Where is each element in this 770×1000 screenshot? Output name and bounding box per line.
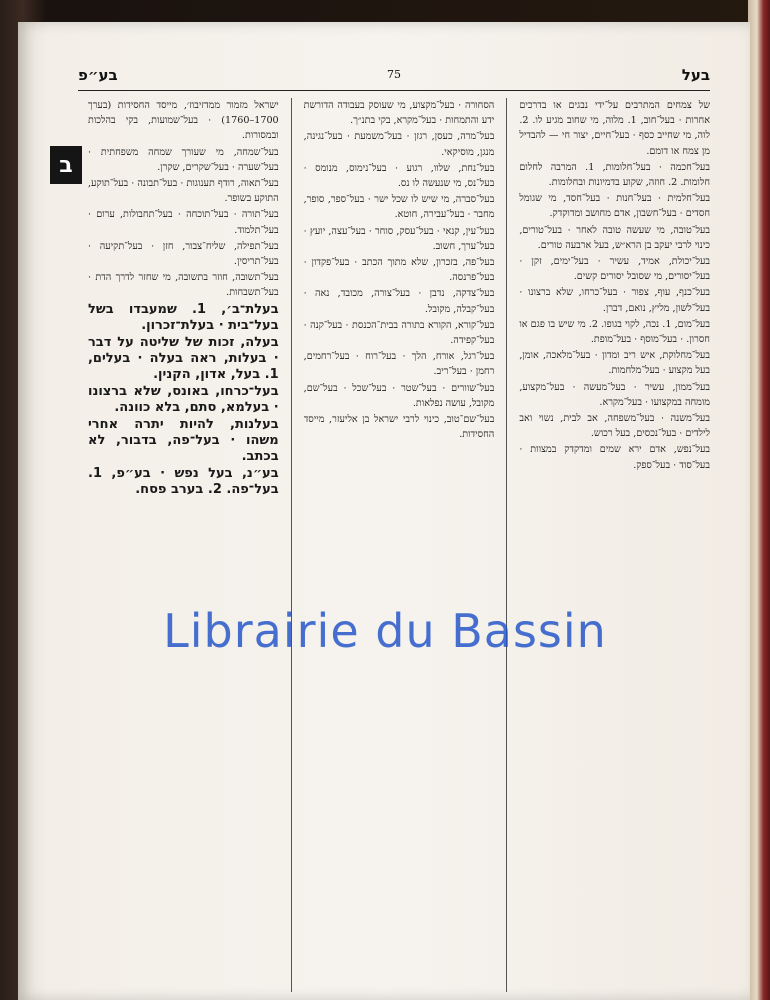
entry-paragraph: בעל־טובה, מי שעשה טובה לאחר · בעל־טורים, כינוי לרבי יעקב בן הרא״ש, בעל ארבעה טורים. — [519, 224, 710, 251]
column-left — [88, 98, 279, 992]
entry-paragraph: בעל־נחת, שלוו, רגוע · בעל־נימוס, מנומס · בעל־נס, מי שנעשה לו נס. — [303, 162, 495, 190]
page-number: 75 — [387, 68, 401, 81]
entry-paragraph: בעל־נפש, אדם ירא שמים ומדקדק במצוות · בעל־סוד · בעל־ספק. — [519, 444, 710, 471]
entry-paragraph: בעל־ממון, עשיר · בעל־מעשה · בעל־מקצוע, מומחה במקצועו · בעל־מקרא. — [519, 381, 710, 408]
entry-paragraph: בעל־מום, 1. נכה, לקוי בגופו. 2. מי שיש בו פגם או חסרון. · בעל־מוסף · בעל־מופת. — [519, 318, 710, 346]
running-head — [78, 66, 710, 88]
entry-paragraph: בעל־רגל, אורח, הלך · בעל־רוח · בעל־רחמים, רחמן · בעל־ריב. — [303, 351, 495, 378]
entry-paragraph: בעל־פה, בזכרון, שלא מתוך הכתב · בעל־פקדון · בעל־פרנסה. — [303, 257, 495, 284]
headword-entry: בע״נ, בעל נפש · בע״פ, 1. בעל־פה. 2. בערב פסח. — [87, 465, 279, 497]
thumb-tab-letter: ב — [59, 152, 73, 178]
entry-paragraph: בעל־שמחה, מי שעורך שמחה משפחתית · בעל־שערה · בעל־שקרים, שקרן. — [87, 146, 279, 173]
guide-word-left: בע״פ — [78, 66, 118, 84]
entry-paragraph: בעל־משנה · בעל־משפחה, אב לבית, נשוי ואב לילדים · בעל־נכסים, בעל רכוש. — [519, 413, 710, 440]
entry-paragraph: בעל־יכולת, אמיד, עשיר · בעל־ימים, זקן · בעל־יסורים, מי שסובל יסורים קשים. — [519, 256, 710, 283]
entry-paragraph: בעל־מחלוקת, איש ריב ומדון · בעל־מלאכה, אומן, בעל מקצוע · בעל־מלחמות. — [519, 350, 710, 377]
headword-entry: בעלת־ב׳, 1. שמעבדו בשל בעל־בית · בעלת־זכרון. — [87, 301, 279, 333]
text-columns — [88, 98, 710, 992]
entry-paragraph: בעל־תשובה, חוזר בתשובה, מי שחזר לדרך הדת · בעל־תשבחות. — [87, 272, 279, 299]
guide-word-right: בעל — [681, 66, 710, 84]
entry-paragraph: בעל־צדקה, נדבן · בעל־צורה, מכובד, נאה · בעל־קבלה, מקובל. — [303, 288, 495, 315]
thumb-index-tab — [50, 146, 82, 184]
headword-entry: בעל־כרחו, באונס, שלא ברצונו · בעלמא, סתם, בלא כוונה. — [87, 383, 279, 415]
entry-paragraph: בעל־תאוה, רודף תענוגות · בעל־תבונה · בעל־תוקע, התוקע בשופר. — [87, 178, 279, 205]
watermark-text: Librairie du Bassin — [163, 604, 607, 658]
entry-paragraph: בעל־שם־טוב, כינוי לרבי ישראל בן אליעזר, מייסד החסידות. — [303, 414, 495, 441]
entry-paragraph: בעל־חכמה · בעל־חלומות, 1. המרבה לחלום חלומות. 2. חוזה, שקוע בדמיונות ובחלומות. — [519, 161, 710, 189]
entry-paragraph: בעל־חלמית · בעל־חנות · בעל־חסד, מי שגומל חסדים · בעל־חשבון, אדם מחושב ומדוקדק. — [519, 193, 710, 220]
column-divider — [291, 98, 292, 992]
entry-paragraph: בעל־כנף, עוף, צפור · בעל־כרחו, שלא ברצונו · בעל־לשון, מליץ, נואם, דברן. — [519, 287, 710, 314]
book-cover-edge — [748, 0, 770, 1000]
entry-paragraph: בעל־עין, קנאי · בעל־עסק, סוחר · בעל־עצה, יועץ · בעל־ערך, חשוב. — [303, 225, 495, 252]
column-divider — [506, 98, 507, 992]
entry-paragraph: בעל־תורה · בעל־תוכחה · בעל־תחבולות, ערום · בעל־תלמוד. — [87, 209, 279, 236]
headword-entry: בעלנות, להיות יתרה אחרי משהו · בעל־פה, בדבור, לא בכתב. — [87, 416, 279, 464]
entry-paragraph: הסחורה · בעל־מקצוע, מי שעוסק בעבודה הדורשת ידע והתמחות · בעל־מקרא, בקי בתנ״ך. — [303, 100, 495, 127]
entry-paragraph: ישראל מזמור ממדזיבוז׳, מייסד החסידות (בערך 1700–1760) · בעל־שמועות, בקי בהלכות ובמסורות. — [87, 100, 279, 142]
entry-paragraph: בעל־מרה, כעסן, רגזן · בעל־משמעת · בעל־נגינה, מנגן, מוסיקאי. — [303, 131, 495, 158]
entry-paragraph: בעל־קורא, הקורא בתורה בבית־הכנסת · בעל־קנה · בעל־קפידה. — [303, 319, 495, 347]
column-middle — [304, 98, 495, 992]
header-rule — [78, 90, 710, 91]
dictionary-page — [18, 22, 750, 1000]
entry-paragraph: של צמחים המתרבים על־ידי נבגים או בדרכים אחרות · בעל־חוב, 1. מלוה, מי שחוב מגיע לו. 2. לוה, מי שחייב כסף · בעל־חיים, יצור חי — להבדיל מן צמח או דומם. — [519, 100, 710, 157]
column-right — [519, 98, 710, 992]
entry-paragraph: בעל־שוורים · בעל־שטר · בעל־שכל · בעל־שם, מקובל, עושה נפלאות. — [303, 382, 495, 409]
entry-paragraph: בעל־תפילה, שליח־צבור, חזן · בעל־תקיעה · בעל־תריסין. — [87, 240, 279, 268]
entry-paragraph: בעל־סברה, מי שיש לו שכל ישר · בעל־ספר, סופר, מחבר · בעל־עבירה, חוטא. — [303, 194, 495, 221]
headword-entry: בעלה, זכות של שליטה על דבר · בעלות, ראה בעלה · בעלים, 1. בעל, אדון, הקנין. — [87, 334, 279, 382]
